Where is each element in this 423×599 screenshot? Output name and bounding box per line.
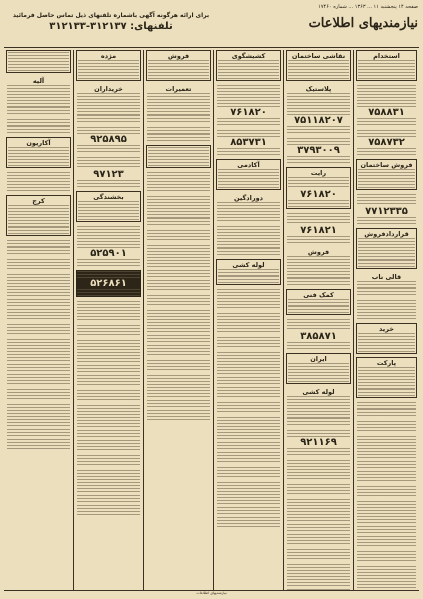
classified-ad <box>356 272 417 296</box>
ad-body-text <box>7 404 70 426</box>
ad-body-text <box>77 455 140 467</box>
ad-body-text <box>217 313 280 325</box>
ad-body-text <box>287 448 350 455</box>
ad-body-text <box>7 309 70 321</box>
ad-body-text <box>287 156 350 163</box>
ad-body-text <box>217 417 280 439</box>
ad-body-text <box>217 337 280 349</box>
ad-body-text <box>287 93 350 115</box>
ad-column <box>214 50 283 590</box>
classified-ad <box>356 84 417 126</box>
ad-body-text <box>7 184 70 191</box>
ad-body-text <box>357 194 416 206</box>
ad-heading: فروش ساختمان <box>360 161 413 169</box>
ad-column <box>74 50 143 590</box>
classified-ad <box>216 129 281 156</box>
ad-phone: ۷۵۱۱۸۲۰۷ <box>294 115 343 126</box>
classified-ad <box>76 225 141 267</box>
ad-body-text <box>358 169 415 181</box>
classified-ad <box>356 401 417 417</box>
ad-body-text <box>357 312 416 319</box>
ad-body-text <box>77 289 140 296</box>
classified-ad <box>146 84 211 123</box>
ad-body-text <box>357 288 416 295</box>
ad-phone: ۳۸۵۸۷۱ <box>300 331 337 342</box>
ad-body-text <box>357 300 416 312</box>
classified-ad <box>286 289 351 315</box>
ad-body-text <box>7 259 70 271</box>
ad-heading: کشیشگوی <box>231 52 266 60</box>
ad-body-text <box>147 280 210 292</box>
ad-body-text <box>287 256 350 278</box>
classified-ad <box>286 318 351 350</box>
classified-ad <box>356 50 417 81</box>
ad-body-text <box>287 472 350 479</box>
ad-body-text <box>357 566 416 588</box>
ad-column <box>284 50 353 590</box>
ad-heading: قالی ناب <box>371 273 402 281</box>
ad-body-text <box>218 169 279 181</box>
ad-body-text <box>7 107 70 114</box>
ad-body-text <box>358 367 415 389</box>
ad-heading: آکاریون <box>26 139 51 147</box>
ad-body-text <box>287 418 350 425</box>
ad-body-text <box>147 295 210 307</box>
ad-heading: پلاستیک <box>305 85 332 93</box>
ad-phone: ۷۶۱۸۲۰ <box>230 107 267 118</box>
classified-ad <box>6 76 71 115</box>
classified-ad <box>146 126 211 142</box>
ad-body-text <box>78 213 139 220</box>
ad-body-text <box>7 324 70 336</box>
ad-phone: ۹۷۱۲۳ <box>93 169 124 180</box>
ad-body-text <box>7 240 70 247</box>
ad-body-text <box>148 72 209 79</box>
classified-ad <box>356 129 417 156</box>
ad-body-text <box>147 127 210 134</box>
ad-heading: کرج <box>32 197 45 205</box>
ad-body-text <box>288 200 349 207</box>
ad-body-text <box>77 259 140 266</box>
classified-ad <box>356 420 417 590</box>
ad-heading: قراردادفروش <box>364 230 409 238</box>
ad-body-text <box>7 389 70 401</box>
ad-body-text <box>148 147 209 159</box>
ad-body-text <box>147 134 210 141</box>
ad-heading: دورادگین <box>234 194 263 202</box>
classified-ad <box>356 357 417 398</box>
ad-body-text <box>358 389 415 396</box>
classified-ad <box>356 299 417 320</box>
ad-body-text <box>8 64 69 71</box>
ad-heading: تعمیرات <box>165 85 192 93</box>
classified-ad <box>286 387 351 426</box>
ad-phone: ۷۵۸۸۳۱ <box>368 107 405 118</box>
classified-ad <box>6 171 71 192</box>
ad-body-text <box>77 470 140 492</box>
classified-ad <box>76 300 141 321</box>
classified-ad <box>6 118 71 134</box>
ad-body-text <box>218 269 279 276</box>
ad-body-text <box>147 335 210 342</box>
ad-body-text <box>78 60 139 72</box>
ad-body-text <box>77 375 140 387</box>
classified-ad <box>356 193 417 225</box>
top-ad-line2: تلفنهای: ۳۱۲۱۳۷-۳۱۲۱۳۳ <box>49 21 173 32</box>
ad-body-text <box>78 72 139 79</box>
ad-phone: ۳۷۹۳۰۰۹ <box>297 145 340 156</box>
ad-body-text <box>288 299 349 306</box>
classified-ad <box>216 193 281 222</box>
classified-ad <box>216 312 281 333</box>
ad-body-text <box>287 430 350 437</box>
classified-ad <box>286 137 351 164</box>
ad-body-text <box>147 375 210 397</box>
classified-ad <box>6 239 71 255</box>
ad-heading: لوله کشی <box>232 261 265 269</box>
ad-body-text <box>8 147 69 159</box>
classified-ad <box>6 50 71 73</box>
ad-body-text <box>287 549 350 561</box>
ad-body-text <box>147 410 210 422</box>
ad-body-text <box>147 270 210 277</box>
ad-body-text <box>357 471 416 483</box>
ad-body-text <box>217 387 280 399</box>
ad-heading: لوله کشی <box>302 388 335 396</box>
classified-ad <box>76 324 141 521</box>
ad-body-text <box>287 319 350 331</box>
classified-ad <box>76 126 141 153</box>
classified-ad <box>6 195 71 236</box>
ad-phone: ۷۶۱۸۲۰ <box>300 189 337 200</box>
classified-ad <box>286 459 351 480</box>
classified-ad <box>146 145 211 168</box>
ad-body-text <box>217 377 280 384</box>
ad-body-text <box>357 421 416 433</box>
classified-ad <box>216 336 281 533</box>
ad-body-text <box>218 276 279 283</box>
ad-body-text <box>7 429 70 436</box>
ad-heading: استخدام <box>373 52 400 60</box>
ad-phone: ۵۲۶۸۶۱ <box>90 278 127 289</box>
classified-ad <box>216 84 281 126</box>
top-phone-ad <box>6 12 216 42</box>
ad-body-text <box>77 313 140 320</box>
ad-body-text <box>288 60 349 72</box>
ad-body-text <box>77 495 140 502</box>
classified-ad <box>146 171 211 192</box>
classified-ad <box>216 50 281 81</box>
ad-body-text <box>7 172 70 184</box>
ad-body-text <box>77 127 140 134</box>
ad-body-text <box>77 325 140 337</box>
ad-body-text <box>217 226 280 248</box>
ad-body-text <box>218 72 279 79</box>
ad-heading: مژده <box>100 52 117 60</box>
ad-body-text <box>357 118 416 125</box>
ad-body-text <box>217 214 280 221</box>
classified-ad <box>146 229 211 426</box>
classified-ad <box>286 247 351 286</box>
ad-body-text <box>357 409 416 416</box>
ad-body-text <box>217 482 280 504</box>
ad-body-text <box>77 93 140 115</box>
ad-column <box>354 50 419 590</box>
ad-body-text <box>357 85 416 107</box>
ad-body-text <box>287 484 350 496</box>
ad-body-text <box>7 274 70 296</box>
ad-heading: خریداران <box>94 85 123 93</box>
ad-body-text <box>217 289 280 301</box>
ad-body-text <box>357 130 416 137</box>
ad-body-text <box>7 374 70 386</box>
ad-body-text <box>288 363 349 375</box>
ad-body-text <box>8 205 69 227</box>
ad-column <box>144 50 213 590</box>
ad-body-text <box>147 230 210 242</box>
classified-ad <box>286 483 351 590</box>
classified-ad <box>76 50 141 81</box>
ad-body-text <box>147 115 210 122</box>
ad-body-text <box>287 499 350 521</box>
ad-body-text <box>77 145 140 152</box>
ad-body-text <box>287 524 350 531</box>
ad-body-text <box>288 375 349 382</box>
ad-body-text <box>77 365 140 372</box>
ad-body-text <box>147 218 210 225</box>
ad-heading: آکادمی <box>237 161 260 169</box>
ad-body-text <box>217 402 280 414</box>
ad-body-text <box>357 536 416 548</box>
classified-ad <box>76 270 141 297</box>
ad-body-text <box>288 177 349 189</box>
ad-body-text <box>357 436 416 458</box>
ad-body-text <box>357 526 416 533</box>
ad-heading: بخشندگی <box>93 193 124 201</box>
ad-body-text <box>77 440 140 452</box>
ad-heading: آلیه <box>32 77 45 85</box>
classified-ad <box>216 259 281 285</box>
ad-body-text <box>358 181 415 188</box>
ad-body-text <box>287 564 350 586</box>
ad-body-text <box>217 248 280 255</box>
ad-body-text <box>357 461 416 468</box>
ad-heading: نقاشی ساختمان <box>291 52 346 60</box>
ad-heading: رایت <box>310 169 327 177</box>
ad-body-text <box>358 238 415 260</box>
ad-column <box>4 50 73 590</box>
classified-ad <box>216 288 281 309</box>
ad-body-text <box>77 405 140 427</box>
ad-phone: ۹۲۵۸۹۵ <box>90 134 127 145</box>
ad-heading: خرید <box>379 325 394 333</box>
ad-body-text <box>148 60 209 72</box>
ad-body-text <box>77 157 140 169</box>
ad-body-text <box>358 72 415 79</box>
ad-body-text <box>77 180 140 187</box>
ad-body-text <box>8 159 69 166</box>
ad-body-text <box>7 126 70 133</box>
page-header <box>230 4 418 48</box>
header-rule <box>4 47 419 48</box>
classified-ad <box>286 50 351 81</box>
ad-body-text <box>358 345 415 352</box>
classified-ad <box>356 323 417 354</box>
classified-ad <box>216 225 281 256</box>
top-ad-line1: برای ارائه هرگونه آگهی باشماره تلفنهای ذیل تماس حاصل فرمائید <box>12 12 210 19</box>
ad-body-text <box>147 245 210 267</box>
ad-phone: ۷۵۸۷۳۲ <box>368 137 405 148</box>
ad-body-text <box>288 72 349 79</box>
ad-phone: ۹۲۱۱۶۹ <box>300 437 337 448</box>
ad-body-text <box>147 196 210 218</box>
ad-heading: پارکت <box>376 359 397 367</box>
ad-body-text <box>287 213 350 225</box>
ad-body-text <box>357 486 416 498</box>
classified-ad <box>6 258 71 455</box>
ad-body-text <box>217 507 280 514</box>
ad-body-text <box>287 342 350 349</box>
ad-phone: ۷۷۱۲۳۳۵ <box>365 206 408 217</box>
ad-body-text <box>358 260 415 267</box>
ad-body-text <box>217 130 280 137</box>
ad-body-text <box>147 172 210 184</box>
ad-body-text <box>77 115 140 122</box>
ad-body-text <box>287 396 350 418</box>
ad-body-text <box>7 339 70 361</box>
classified-ad <box>76 84 141 123</box>
ad-body-text <box>287 138 350 145</box>
ad-body-text <box>77 340 140 362</box>
ad-body-text <box>7 299 70 306</box>
header-title: نیازمندیهای اطلاعات <box>308 16 418 31</box>
ad-body-text <box>357 402 416 409</box>
ad-heading: فروش <box>307 248 330 256</box>
ad-body-text <box>77 271 140 278</box>
ad-body-text <box>358 333 415 345</box>
ad-body-text <box>357 217 416 224</box>
header-date-line: صفحه ۱۴ پنجشنبه ۱۱ ... ۱۳۶۳ ... شماره ۱۷۴۶۰ <box>318 4 418 10</box>
page-footer: نیازمندیهای اطلاعات <box>196 591 227 595</box>
classified-ad <box>216 159 281 190</box>
ad-body-text <box>288 306 349 313</box>
ad-body-text <box>147 184 210 191</box>
ad-body-text <box>218 181 279 188</box>
ad-body-text <box>217 118 280 125</box>
ad-heading: ایران <box>310 355 327 363</box>
ad-body-text <box>7 439 70 451</box>
ad-body-text <box>357 148 416 155</box>
classified-ad <box>356 228 417 269</box>
ad-body-text <box>147 310 210 332</box>
classified-ad <box>146 50 211 81</box>
classified-ad <box>286 84 351 134</box>
ad-body-text <box>217 148 280 155</box>
ad-body-text <box>217 452 280 464</box>
ad-body-text <box>147 345 210 357</box>
classified-ad <box>146 195 211 226</box>
ad-phone: ۸۵۳۷۳۱ <box>230 137 267 148</box>
ad-body-text <box>357 501 416 523</box>
classified-ad <box>286 429 351 456</box>
classified-ad <box>6 137 71 168</box>
ad-body-text <box>77 430 140 437</box>
ad-body-text <box>217 442 280 449</box>
ad-body-text <box>217 301 280 308</box>
ad-body-text <box>287 460 350 472</box>
ad-body-text <box>217 325 280 332</box>
ad-phone: ۷۶۱۸۲۱ <box>300 225 337 236</box>
classified-ad <box>76 191 141 222</box>
ad-body-text <box>287 236 350 243</box>
ad-body-text <box>8 52 69 64</box>
ad-body-text <box>217 467 280 479</box>
ad-body-text <box>287 534 350 546</box>
ad-body-text <box>357 551 416 563</box>
ad-body-text <box>287 126 350 133</box>
ad-body-text <box>77 226 140 248</box>
ad-body-text <box>147 400 210 407</box>
ad-body-text <box>287 278 350 285</box>
ad-body-text <box>78 201 139 213</box>
classified-ad <box>286 353 351 384</box>
ad-body-text <box>357 281 416 288</box>
ad-body-text <box>217 517 280 529</box>
ad-body-text <box>77 390 140 402</box>
ad-heading: فروش <box>167 52 190 60</box>
ad-body-text <box>148 159 209 166</box>
ad-body-text <box>7 85 70 107</box>
classified-ad <box>76 156 141 188</box>
ad-body-text <box>217 352 280 374</box>
ad-body-text <box>218 60 279 72</box>
ad-body-text <box>7 364 70 371</box>
ad-body-text <box>217 202 280 214</box>
classified-ad <box>286 167 351 209</box>
ad-body-text <box>147 93 210 115</box>
ad-body-text <box>77 505 140 517</box>
ad-phone: ۵۲۵۹۰۱ <box>90 248 127 259</box>
ad-body-text <box>7 247 70 254</box>
ad-body-text <box>358 60 415 72</box>
ad-heading: کمک فنی <box>303 291 334 299</box>
classified-ad <box>356 159 417 190</box>
ad-body-text <box>77 301 140 313</box>
ad-body-text <box>147 360 210 372</box>
ad-body-text <box>217 85 280 107</box>
ad-body-text <box>7 119 70 126</box>
ad-body-text <box>8 227 69 234</box>
classified-ad <box>286 212 351 244</box>
